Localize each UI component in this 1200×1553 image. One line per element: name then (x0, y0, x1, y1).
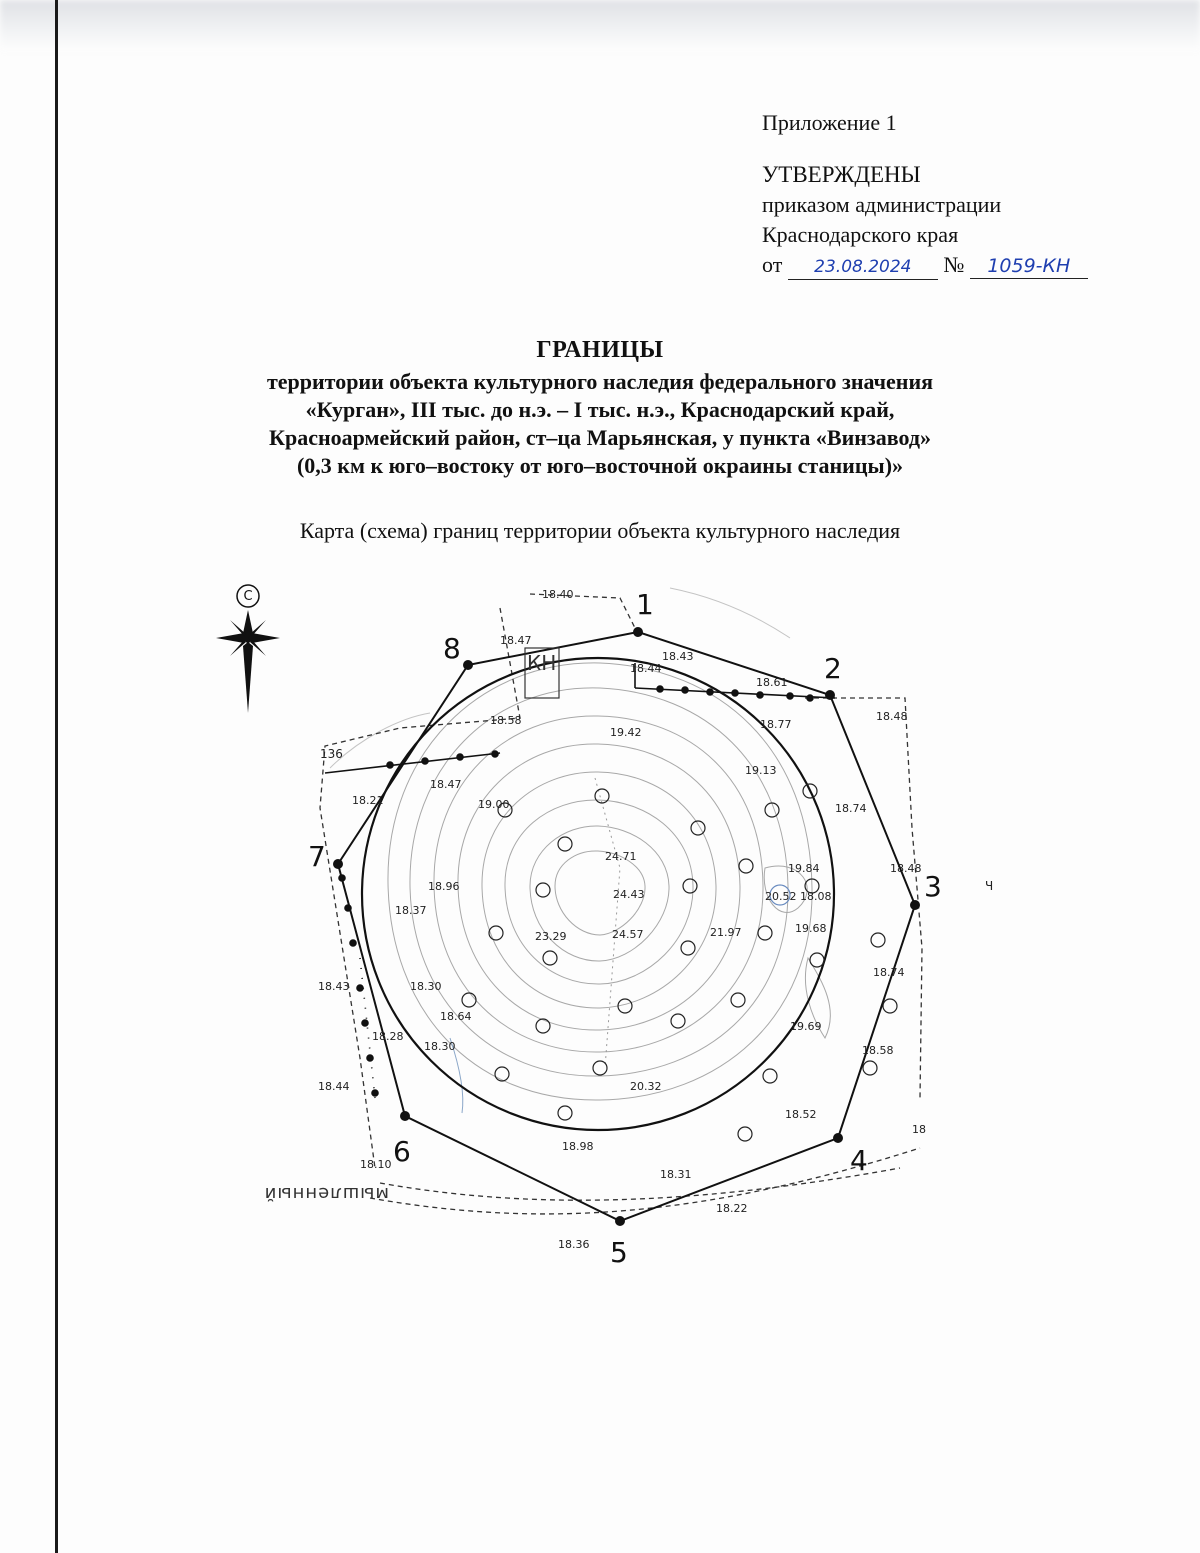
scan-top-shadow (0, 0, 1200, 52)
elev-18-36: 18.36 (558, 1238, 590, 1251)
elev-21-97: 21.97 (710, 926, 742, 939)
point-4-label: 4 (850, 1144, 868, 1177)
elev-18-47b: 18.47 (430, 778, 462, 791)
document-title (160, 336, 1040, 480)
approved-heading: УТВЕРЖДЕНЫ (762, 162, 921, 187)
kn-label: КН (527, 651, 557, 675)
title-heading: ГРАНИЦЫ (536, 337, 664, 363)
elev-19-00: 19.00 (478, 798, 510, 811)
elev-18-21: 18.21 (352, 794, 384, 807)
boundary-map (200, 568, 1000, 1288)
north-label: С (243, 589, 253, 604)
point-2-label: 2 (824, 652, 842, 685)
elev-19-69: 19.69 (790, 1020, 822, 1033)
elev-24-43: 24.43 (613, 888, 645, 901)
page-left-border (55, 0, 58, 1553)
point-5-label: 5 (610, 1236, 628, 1269)
elev-19-84: 19.84 (788, 862, 820, 875)
elev-24-57: 24.57 (612, 928, 644, 941)
elev-18-44: 18.44 (630, 662, 662, 675)
handwritten-date: 23.08.2024 (788, 255, 938, 280)
elev-18-74: 18.74 (835, 802, 867, 815)
handwritten-number: 1059-КН (970, 254, 1088, 279)
title-line-2: «Курган», III тыс. до н.э. – I тыс. н.э., Краснодарский край, (305, 397, 895, 422)
elev-18-77: 18.77 (760, 718, 792, 731)
elev-24-71: 24.71 (605, 850, 637, 863)
elev-18-47: 18.47 (500, 634, 532, 647)
survey-circles (462, 784, 897, 1141)
elev-20-52: 20.52 (765, 890, 797, 903)
elev-18-74b: 18.74 (873, 966, 905, 979)
elev-18-28: 18.28 (372, 1030, 404, 1043)
number-prefix: № (943, 252, 965, 277)
side-label-136: 136 (320, 747, 343, 761)
elev-19-68: 19.68 (795, 922, 827, 935)
appendix-label: Приложение 1 (762, 110, 897, 135)
title-line-4: (0,3 км к юго–востоку от юго–восточной окраины станицы)» (296, 453, 904, 478)
elev-18-37: 18.37 (395, 904, 427, 917)
elev-18-98: 18.98 (562, 1140, 594, 1153)
approved-region-line: Краснодарского края (762, 222, 959, 247)
elev-18-58: 18.58 (490, 714, 522, 727)
elev-18-64: 18.64 (440, 1010, 472, 1023)
map-caption: Карта (схема) границ территории объекта культурного наследия (299, 518, 901, 543)
elev-19-42: 19.42 (610, 726, 642, 739)
elev-18-08: 18.08 (800, 890, 832, 903)
boundary-polygon (338, 632, 915, 1221)
elev-19-13: 19.13 (745, 764, 777, 777)
point-3-label: 3 (924, 870, 942, 903)
point-7-label: 7 (308, 840, 326, 873)
title-line-1: территории объекта культурного наследия федерального значения (266, 369, 934, 394)
elev-18-48b: 18.48 (890, 862, 922, 875)
elev-18-10: 18.10 (360, 1158, 392, 1171)
elev-18-61: 18.61 (756, 676, 788, 689)
elev-18-96: 18.96 (428, 880, 460, 893)
approval-block (762, 108, 1088, 280)
approved-by-line: приказом администрации (762, 192, 1002, 217)
point-1-label: 1 (636, 588, 654, 621)
side-label-ch: Ч (985, 879, 994, 893)
title-line-3: Красноармейский район, ст–ца Марьянская, у пункта «Винзавод» (269, 425, 931, 450)
elev-18-30b: 18.30 (424, 1040, 456, 1053)
elev-18-43: 18.43 (662, 650, 694, 663)
elev-18-40: 18.40 (542, 588, 574, 601)
elev-20-32: 20.32 (630, 1080, 662, 1093)
north-arrow (216, 585, 280, 713)
elev-18-edge: 18 (912, 1123, 926, 1136)
elev-23-29: 23.29 (535, 930, 567, 943)
road-label: мышленный (263, 1183, 389, 1204)
point-8-label: 8 (443, 632, 461, 665)
elev-18-43b: 18.43 (318, 980, 350, 993)
elev-18-31: 18.31 (660, 1168, 692, 1181)
elev-18-58b: 18.58 (862, 1044, 894, 1057)
elev-18-44b: 18.44 (318, 1080, 350, 1093)
elev-18-48: 18.48 (876, 710, 908, 723)
point-6-label: 6 (393, 1135, 411, 1168)
elev-18-52: 18.52 (785, 1108, 817, 1121)
date-prefix: от (762, 252, 783, 277)
approval-date-number-row (762, 250, 1088, 280)
elev-18-22: 18.22 (716, 1202, 748, 1215)
elev-18-30: 18.30 (410, 980, 442, 993)
